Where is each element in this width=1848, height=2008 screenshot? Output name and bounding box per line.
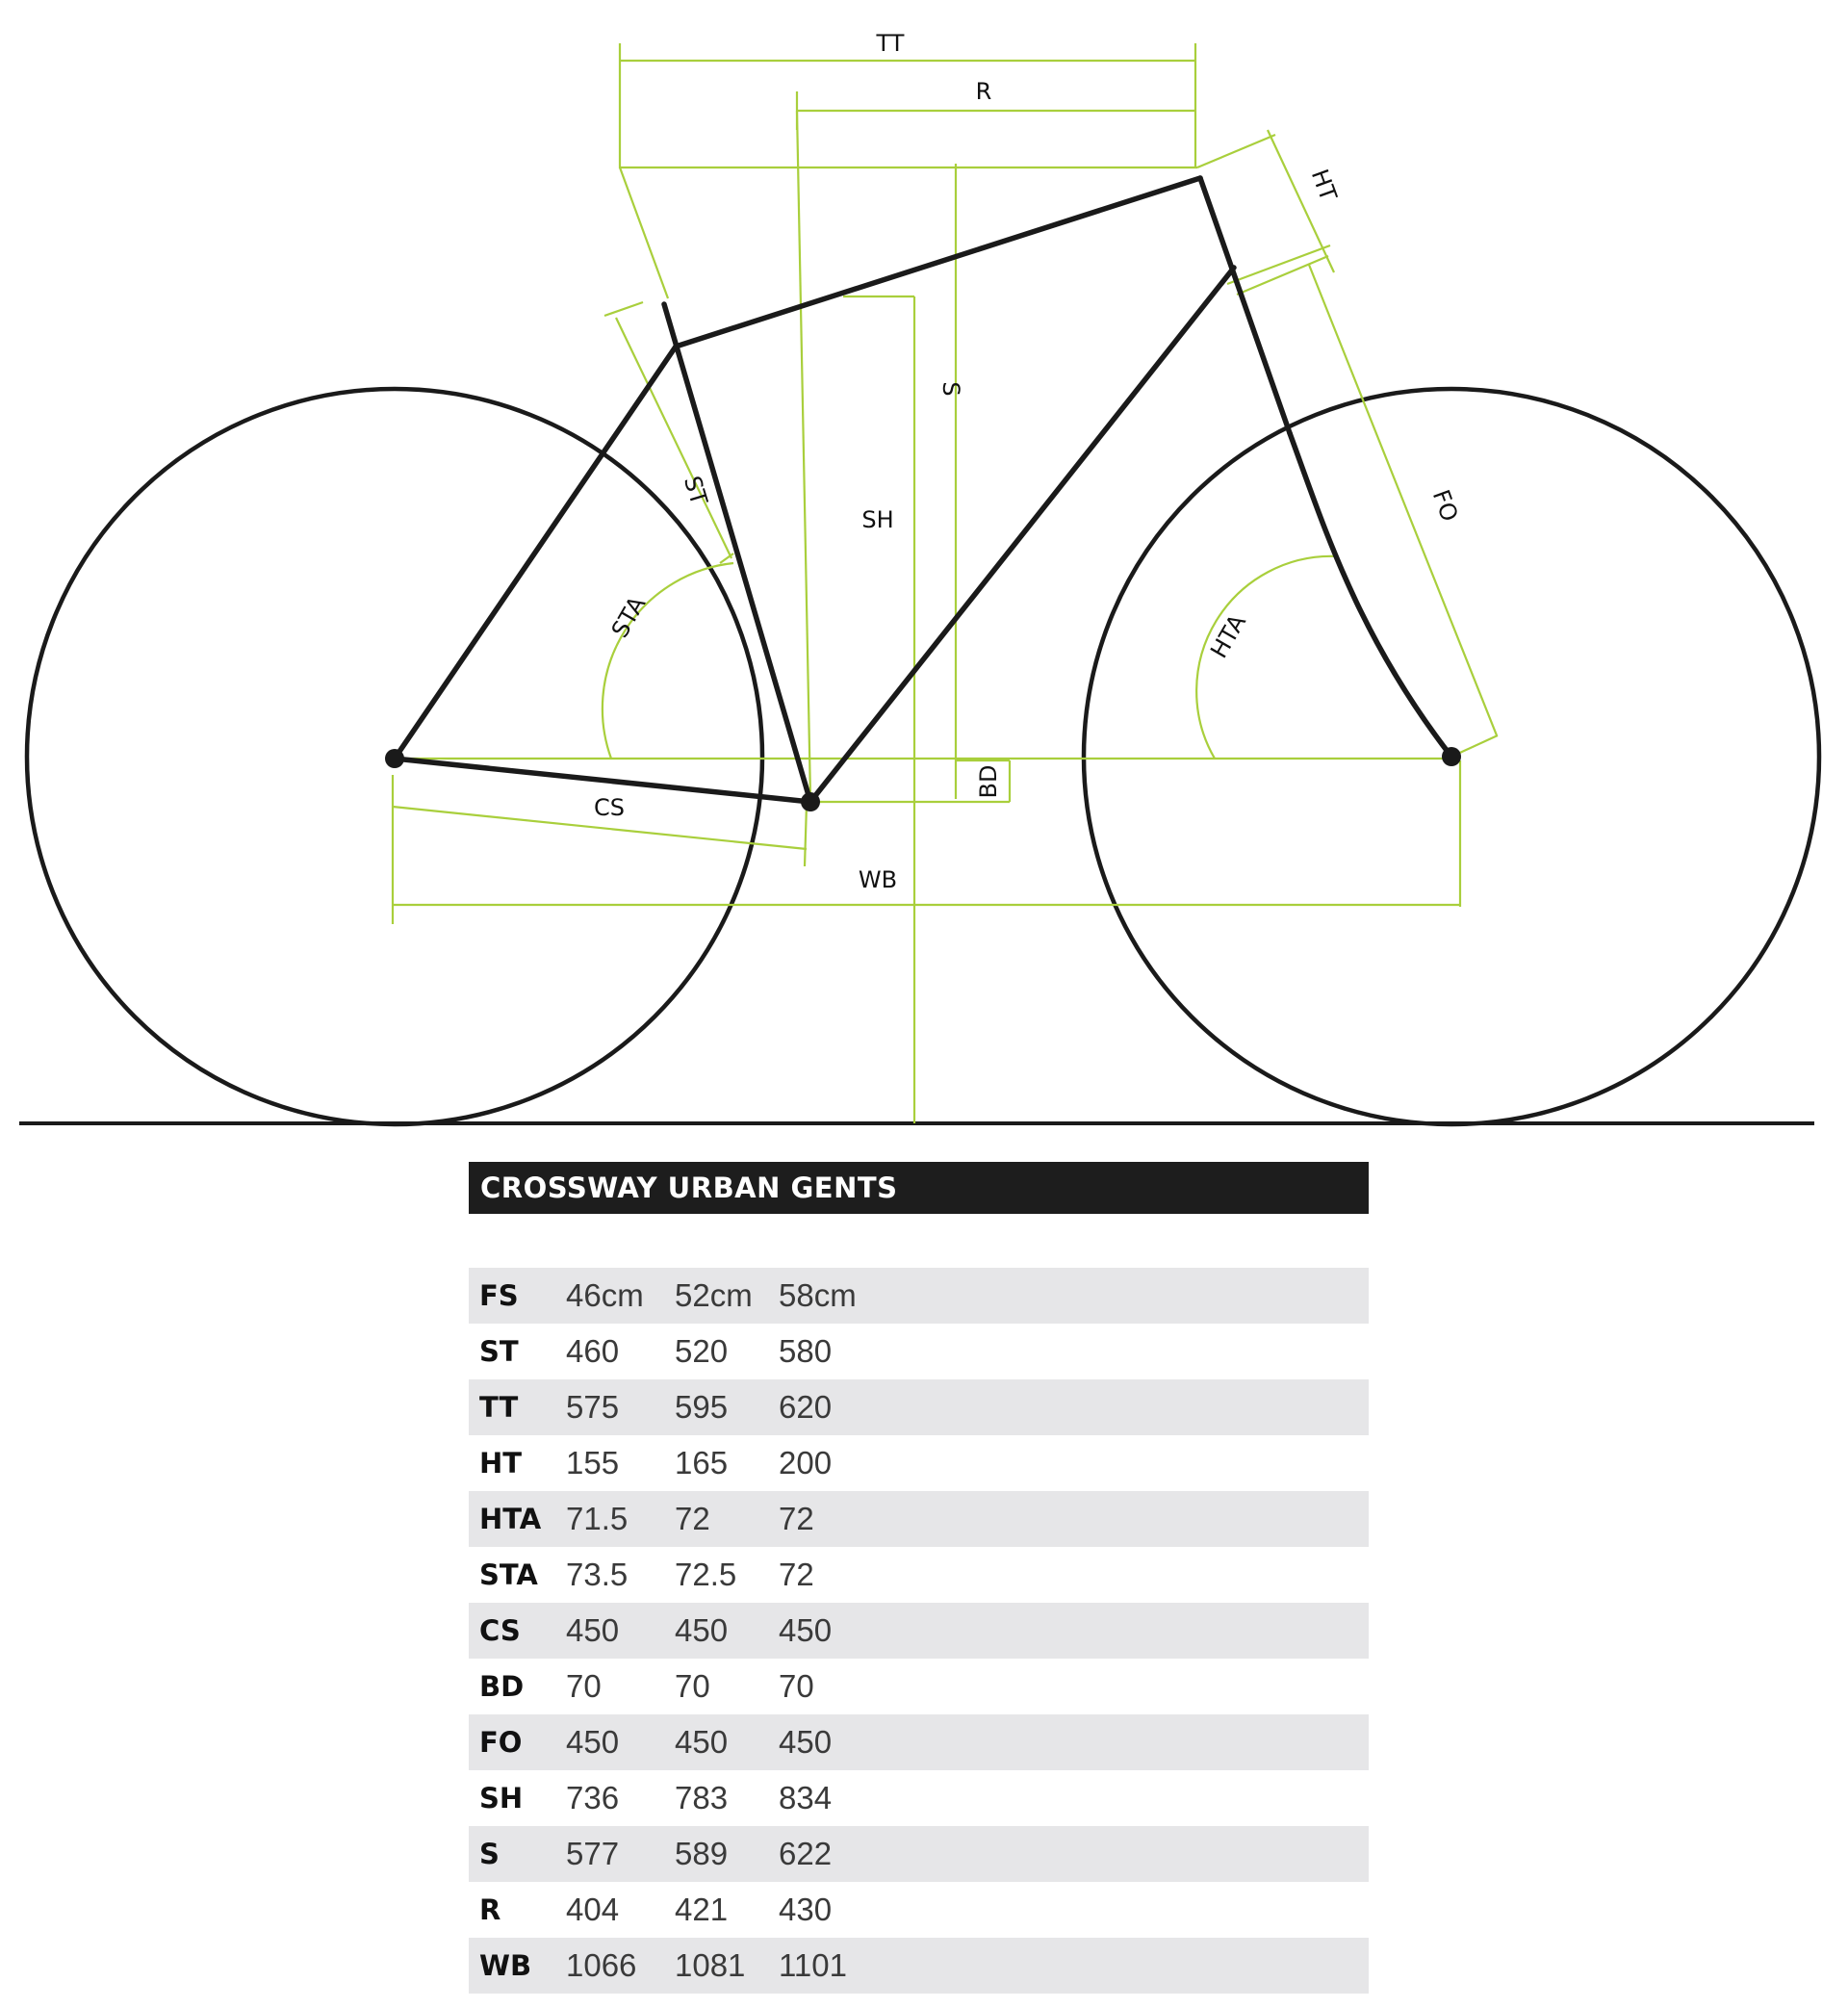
cell-size-2: 450 — [675, 1612, 729, 1648]
cell-size-1: 404 — [566, 1892, 620, 1927]
table-row — [469, 1826, 1369, 1882]
label-s: S — [937, 381, 964, 397]
cell-size-2: 783 — [675, 1780, 729, 1815]
label-st: ST — [678, 473, 713, 509]
cell-size-2: 589 — [675, 1836, 729, 1871]
cell-size-1: 70 — [566, 1668, 602, 1704]
cell-size-3: 450 — [779, 1724, 833, 1760]
row-key: BD — [479, 1670, 525, 1703]
table-row — [469, 1435, 1369, 1491]
cell-size-3: 72 — [779, 1557, 814, 1592]
cell-size-1: 736 — [566, 1780, 620, 1815]
measurement-lines — [393, 43, 1498, 1123]
cell-size-3: 72 — [779, 1501, 814, 1536]
bottom-bracket — [801, 792, 820, 811]
row-key: WB — [479, 1949, 532, 1982]
table-row — [469, 1324, 1369, 1379]
cell-size-2: 421 — [675, 1892, 729, 1927]
row-key: ST — [479, 1335, 519, 1368]
table-row — [469, 1547, 1369, 1603]
row-key: FO — [479, 1726, 523, 1759]
cell-size-2: 520 — [675, 1333, 729, 1369]
table-row — [469, 1714, 1369, 1770]
label-fo: FO — [1426, 486, 1464, 526]
cell-size-3: 200 — [779, 1445, 833, 1480]
cell-size-2: 1081 — [675, 1947, 746, 1983]
cell-size-2: 165 — [675, 1445, 729, 1480]
row-key: HTA — [479, 1503, 542, 1535]
cell-size-2: 52cm — [675, 1277, 753, 1313]
table-row — [469, 1268, 1369, 1324]
table-title: CROSSWAY URBAN GENTS — [469, 1162, 1369, 1214]
row-key: TT — [479, 1391, 519, 1424]
label-r: R — [975, 78, 992, 105]
cell-size-1: 73.5 — [566, 1557, 629, 1592]
row-key: STA — [479, 1558, 538, 1591]
cell-size-3: 70 — [779, 1668, 814, 1704]
label-ht: HT — [1305, 166, 1343, 205]
label-cs: CS — [594, 794, 625, 821]
table-row — [469, 1603, 1369, 1659]
cell-size-3: 580 — [779, 1333, 833, 1369]
table-row — [469, 1770, 1369, 1826]
row-key: FS — [479, 1279, 519, 1312]
label-bd: BD — [975, 764, 1002, 799]
cell-size-2: 450 — [675, 1724, 729, 1760]
table-row — [469, 1491, 1369, 1547]
cell-size-1: 450 — [566, 1724, 620, 1760]
cell-size-1: 577 — [566, 1836, 620, 1871]
cell-size-3: 58cm — [779, 1277, 857, 1313]
row-key: HT — [479, 1447, 523, 1480]
cell-size-1: 460 — [566, 1333, 620, 1369]
table-row — [469, 1379, 1369, 1435]
cell-size-3: 1101 — [779, 1947, 847, 1983]
label-hta: HTA — [1205, 609, 1252, 663]
cell-size-1: 155 — [566, 1445, 620, 1480]
cell-size-2: 70 — [675, 1668, 710, 1704]
label-sta: STA — [605, 591, 652, 643]
cell-size-1: 1066 — [566, 1947, 637, 1983]
row-key: S — [479, 1838, 500, 1870]
front-axle — [1442, 747, 1461, 766]
cell-size-1: 450 — [566, 1612, 620, 1648]
rear-axle — [385, 749, 404, 768]
cell-size-3: 620 — [779, 1389, 833, 1425]
label-tt: TT — [876, 30, 905, 57]
cell-size-2: 72 — [675, 1501, 710, 1536]
cell-size-3: 450 — [779, 1612, 833, 1648]
cell-size-2: 72.5 — [675, 1557, 737, 1592]
geometry-table — [469, 1162, 1369, 1994]
cell-size-3: 430 — [779, 1892, 833, 1927]
table-row — [469, 1659, 1369, 1714]
row-key: CS — [479, 1614, 521, 1647]
cell-size-1: 46cm — [566, 1277, 644, 1313]
row-key: R — [479, 1893, 501, 1926]
label-sh: SH — [861, 506, 894, 533]
table-rows — [469, 1268, 1369, 1994]
cell-size-2: 595 — [675, 1389, 729, 1425]
cell-size-1: 575 — [566, 1389, 620, 1425]
row-key: SH — [479, 1782, 524, 1815]
cell-size-3: 834 — [779, 1780, 833, 1815]
cell-size-3: 622 — [779, 1836, 833, 1871]
table-row — [469, 1938, 1369, 1994]
cell-size-1: 71.5 — [566, 1501, 629, 1536]
table-row — [469, 1882, 1369, 1938]
label-wb: WB — [858, 866, 898, 893]
